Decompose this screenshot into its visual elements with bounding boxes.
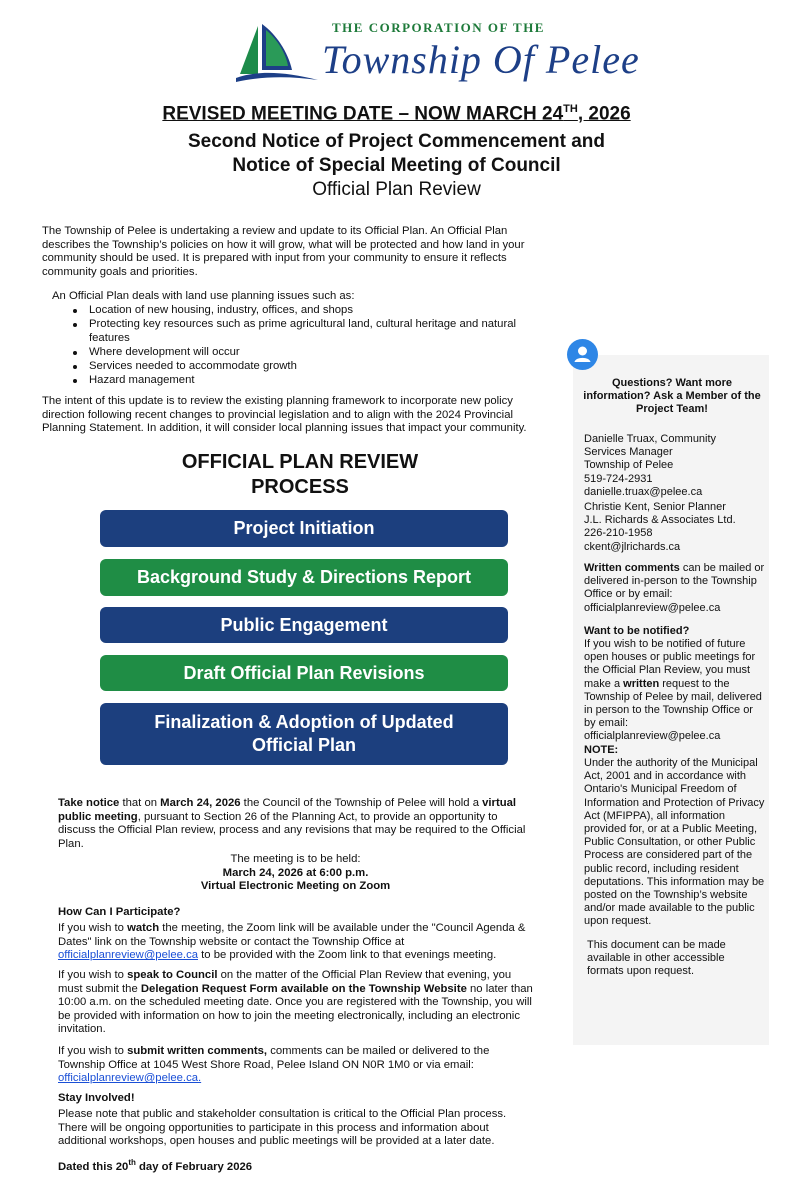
list-intro: An Official Plan deals with land use planning issues such as: <box>52 290 355 302</box>
step-finalization: Finalization & Adoption of Updated Official Plan <box>100 703 508 765</box>
township-logo <box>236 18 640 88</box>
intent-paragraph: The intent of this update is to review the existing planning framework to incorporate new policy direction following recent changes to provincial legislation and to align with the 2024 Provincial Planning Statement. In addition, it will consider local planning issues that impact your community. <box>42 395 527 435</box>
person-icon <box>567 339 598 370</box>
watch-paragraph: If you wish to watch the meeting, the Zoom link will be available under the "Council Agenda & Dates" link on the Township website or contact the Township Office at officialplanreview@pelee.ca to be provided with the Zoom link to that evenings meeting. <box>58 922 526 962</box>
contact-christie: Christie Kent, Senior Planner J.L. Richards & Associates Ltd. 226-210-1958 ckent@jlrichards.ca <box>584 501 736 553</box>
step-draft-revisions: Draft Official Plan Revisions <box>100 655 508 691</box>
stay-involved-heading: Stay Involved! <box>58 1092 135 1104</box>
township-name: Township Of Pelee <box>322 37 640 82</box>
sailboat-logo-icon <box>236 22 320 86</box>
process-title: OFFICIAL PLAN REVIEW PROCESS <box>181 451 419 498</box>
page-subtitle: Official Plan Review <box>312 179 481 200</box>
participate-heading: How Can I Participate? <box>58 906 181 918</box>
step-public-engagement: Public Engagement <box>100 607 508 643</box>
notice-title: Second Notice of Project Commencement and Notice of Special Meeting of Council <box>187 131 606 176</box>
notice-paragraph: Take notice that on March 24, 2026 the Council of the Township of Pelee will hold a virtual public meeting, pursuant to Section 26 of the Planning Act, to provide an opportunity to discuss the Official Plan review, process and any revisions that may be required to the Official Plan. <box>58 797 526 850</box>
meeting-details: The meeting is to be held: March 24, 2026 at 6:00 p.m. Virtual Electronic Meeting on Zoom <box>200 853 391 893</box>
step-background-study: Background Study & Directions Report <box>100 559 508 596</box>
contact-danielle: Danielle Truax, Community Services Manager Township of Pelee 519-724-2931 danielle.truax@pelee.ca <box>584 433 717 498</box>
list-item: Services needed to accommodate growth <box>72 360 552 374</box>
step-project-initiation: Project Initiation <box>100 510 508 547</box>
written-comments-text: Written comments can be mailed or delivered in-person to the Township Office or by email: officialplanreview@pelee.ca <box>584 562 765 614</box>
sidebar-heading: Questions? Want more information? Ask a Member of the Project Team! <box>583 377 761 416</box>
dated-line: Dated this 20th day of February 2026 <box>58 1158 253 1173</box>
intro-paragraph: The Township of Pelee is undertaking a review and update to its Official Plan. An Official Plan describes the Township’s policies on how it will grow, what will be protected and how land in your community should be used. It is prepared with input from your community to ensure it reflects community goals and priorities. <box>42 225 525 278</box>
email-link[interactable]: officialplanreview@pelee.ca <box>58 949 198 962</box>
list-item: Location of new housing, industry, offices, and shops <box>72 304 552 318</box>
revised-date-title: REVISED MEETING DATE – NOW MARCH 24TH, 2026 <box>162 103 631 125</box>
stay-involved-paragraph: Please note that public and stakeholder consultation is critical to the Official Plan process. There will be ongoing opportunities to participate in this process and information about additional workshops, open houses and public meetings will be provided at a later date. <box>58 1108 507 1148</box>
note-heading: NOTE: <box>584 744 619 756</box>
land-use-list <box>72 304 552 387</box>
list-item: Hazard management <box>72 374 552 388</box>
email-link[interactable]: officialplanreview@pelee.ca. <box>58 1072 202 1085</box>
accessible-formats-text: This document can be made available in other accessible formats upon request. <box>587 939 726 978</box>
corp-line: THE CORPORATION OF THE <box>332 20 545 35</box>
list-item: Where development will occur <box>72 346 552 360</box>
submit-paragraph: If you wish to submit written comments, comments can be mailed or delivered to the Township Office at 1045 West Shore Road, Pelee Island ON N0R 1M0 or via email: officialplanreview@pelee.ca. <box>58 1045 490 1085</box>
notified-heading: Want to be notified? <box>584 625 690 637</box>
note-text: Under the authority of the Municipal Act, 2001 and in accordance with Ontario's Municipal Freedom of Information and Protection of Privacy Act (MFIPPA), all information provided for, or at a Public Meeting, Public Consultation, or other Public Process are considered part of the public record, including resident deputations. This information may be posted on the Township’s website and/or made available to the public upon request. <box>584 757 765 928</box>
notified-text: If you wish to be notified of future open houses or public meetings for the Official Plan Review, you must make a written request to the Township of Pelee by mail, delivered in person to the Township Office or by email: officialplanreview@pelee.ca <box>584 638 762 743</box>
list-item: Protecting key resources such as prime agricultural land, cultural heritage and natural features <box>72 318 552 346</box>
speak-paragraph: If you wish to speak to Council on the matter of the Official Plan Review that evening, you must submit the Delegation Request Form available on the Township Website no later than 10:00 a.m. on the scheduled meeting date. Once you are registered with the Township, you will be provided with information on how to join the meeting electronically, including an electronic invitation. <box>58 969 533 1036</box>
